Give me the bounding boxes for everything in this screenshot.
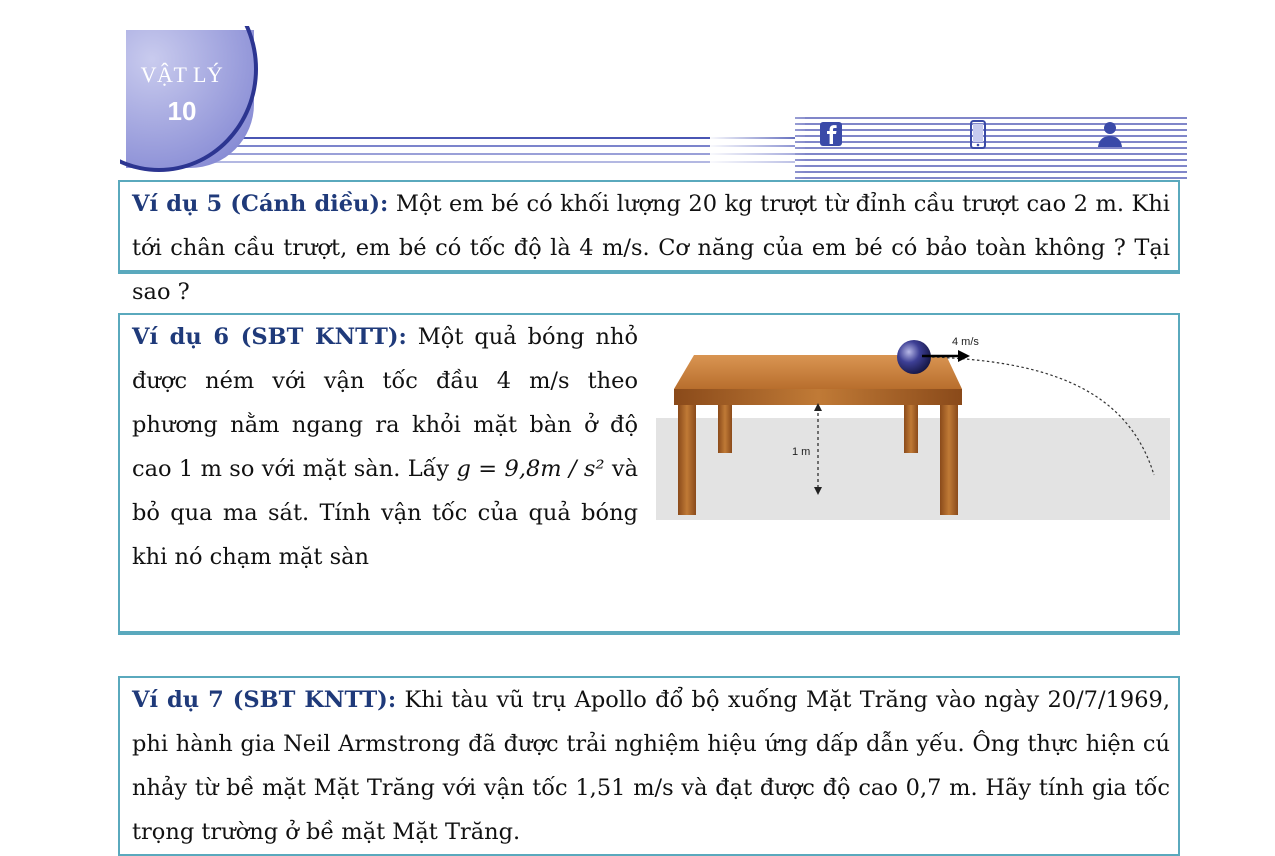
subject-title: VẬT LÝ: [140, 62, 224, 87]
example-7-box: [118, 676, 1180, 856]
table-leg: [678, 405, 696, 515]
table-leg: [904, 405, 918, 453]
example-6-box: [118, 313, 1180, 633]
example-5-label: Ví dụ 5 (Cánh diều):: [132, 191, 389, 217]
grade-number: 10: [167, 96, 197, 126]
example-7-text: Ví dụ 7 (SBT KNTT): Khi tàu vũ trụ Apollo đổ bộ xuống Mặt Trăng vào ngày 20/7/1969, phi hành gia Neil Armstrong đã được trải nghiệm hiệu ứng dấp dẫn yếu. Ông thực hiện cú nhảy từ bề mặt Mặt Trăng với vận tốc 1,51 m/s và đạt được độ cao 0,7 m. Hãy tính gia tốc trọng trường ở bề mặt Mặt Trăng.: [132, 687, 1170, 845]
example-7-label: Ví dụ 7 (SBT KNTT):: [132, 687, 397, 713]
example-6-label: Ví dụ 6 (SBT KNTT):: [132, 324, 407, 350]
page-header: [0, 0, 1275, 180]
user-icon[interactable]: [1096, 120, 1124, 150]
example-6-text: Ví dụ 6 (SBT KNTT): Một quả bóng nhỏ được ném với vận tốc đầu 4 m/s theo phương nằm ngang ra khỏi mặt bàn ở độ cao 1 m so với mặt sàn. Lấy g = 9,8m / s² và bỏ qua ma sát. Tính vận tốc của quả bóng khi nó chạm mặt sàn: [132, 324, 639, 570]
phone-icon[interactable]: [964, 120, 992, 150]
facebook-icon[interactable]: [818, 120, 846, 150]
table-leg: [718, 405, 732, 453]
example-5-text: Ví dụ 5 (Cánh diều): Một em bé có khối lượng 20 kg trượt từ đỉnh cầu trượt cao 2 m. Khi tới chân cầu trượt, em bé có tốc độ là 4 m/s. Cơ năng của em bé có bảo toàn không ? Tại sao ?: [132, 191, 1171, 305]
example-5-box: [118, 180, 1180, 305]
table-edge: [674, 389, 962, 405]
table-ball-figure: [656, 323, 1170, 523]
height-label: 1 m: [792, 446, 811, 458]
gravity-formula: g = 9,8m / s²: [456, 456, 605, 482]
table-leg: [940, 405, 958, 515]
speed-label: 4 m/s: [952, 336, 979, 348]
